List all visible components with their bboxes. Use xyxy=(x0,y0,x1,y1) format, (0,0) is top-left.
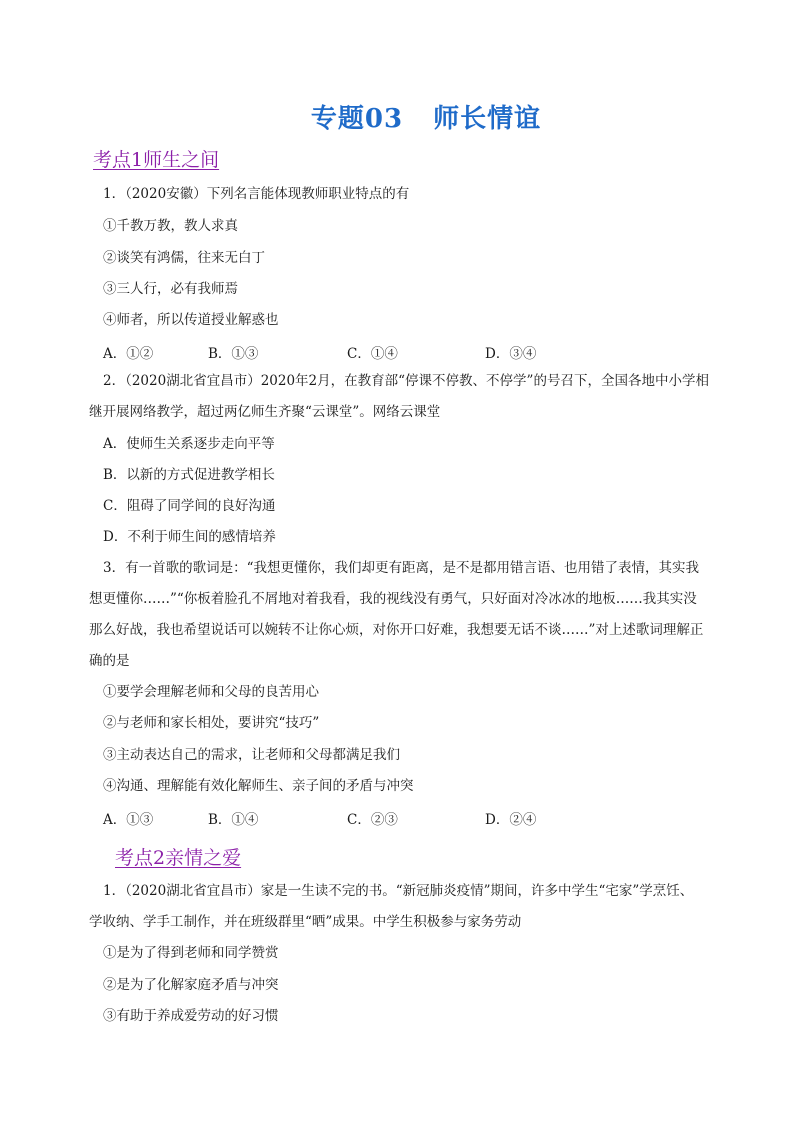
option-c: C．①④ xyxy=(347,346,398,362)
section-heading-2: 考点2亲情之爱 xyxy=(115,847,242,869)
question-stem-line: 那么好战，我也希望说话可以婉转不让你心烦，对你开口好难，我想要无话不谈……”对上述歌词理解正 xyxy=(89,622,704,638)
question-item: ④师者，所以传道授业解惑也 xyxy=(103,312,279,328)
question-choice: C．阻碍了同学间的良好沟通 xyxy=(103,498,276,514)
option-b: B．①③ xyxy=(208,346,259,362)
question-stem-line: 想更懂你……”“你板着脸孔不屑地对着我看，我的视线没有勇气，只好面对冷冰冰的地板……我其实没 xyxy=(89,591,697,607)
question-stem-line: 2．（2020湖北省宜昌市）2020年2月，在教育部“停课不停教、不停学”的号召下，全国各地中小学相 xyxy=(103,373,709,389)
question-item: ①千教万教，教人求真 xyxy=(103,218,238,234)
title-topic-name: 师长情谊 xyxy=(433,104,542,134)
question-item: ①是为了得到老师和同学赞赏 xyxy=(103,945,279,961)
question-stem-line: 继开展网络教学，超过两亿师生齐聚“云课堂”。网络云课堂 xyxy=(89,404,441,420)
question-stem-line: 1．（2020湖北省宜昌市）家是一生读不完的书。“新冠肺炎疫情”期间，许多中学生“宅家”学烹饪、 xyxy=(103,883,694,899)
option-c: C．②③ xyxy=(347,812,398,828)
question-item: ②与老师和家长相处，要讲究“技巧” xyxy=(103,715,320,731)
question-choice: B．以新的方式促进教学相长 xyxy=(103,467,275,483)
option-a: A．①③ xyxy=(103,812,154,828)
question-stem-line: 确的是 xyxy=(89,653,130,669)
question-item: ④沟通、理解能有效化解师生、亲子间的矛盾与冲突 xyxy=(103,778,414,794)
section-heading-1: 考点1师生之间 xyxy=(93,149,220,171)
question-stem-line: 学收纳、学手工制作，并在班级群里“晒”成果。中学生积极参与家务劳动 xyxy=(89,914,522,930)
question-stem-line: 3．有一首歌的歌词是：“我想更懂你，我们却更有距离，是不是都用错言语、也用错了表情，其实我 xyxy=(103,560,699,576)
title-topic-number: 专题03 xyxy=(310,104,404,134)
option-b: B．①④ xyxy=(208,812,259,828)
option-a: A．①② xyxy=(103,346,154,362)
question-stem: 1．（2020安徽）下列名言能体现教师职业特点的有 xyxy=(103,186,410,202)
question-choice: D．不利于师生间的感情培养 xyxy=(103,529,276,545)
question-item: ③主动表达自己的需求，让老师和父母都满足我们 xyxy=(103,747,400,763)
option-d: D．②④ xyxy=(485,812,537,828)
question-item: ③三人行，必有我师焉 xyxy=(103,281,238,297)
question-item: ②是为了化解家庭矛盾与冲突 xyxy=(103,977,279,993)
question-choice: A．使师生关系逐步走向平等 xyxy=(103,436,275,452)
page-title xyxy=(0,98,794,135)
question-item: ①要学会理解老师和父母的良苦用心 xyxy=(103,684,319,700)
option-d: D．③④ xyxy=(485,346,537,362)
question-item: ②谈笑有鸿儒，往来无白丁 xyxy=(103,250,265,266)
question-item: ③有助于养成爱劳动的好习惯 xyxy=(103,1008,279,1024)
